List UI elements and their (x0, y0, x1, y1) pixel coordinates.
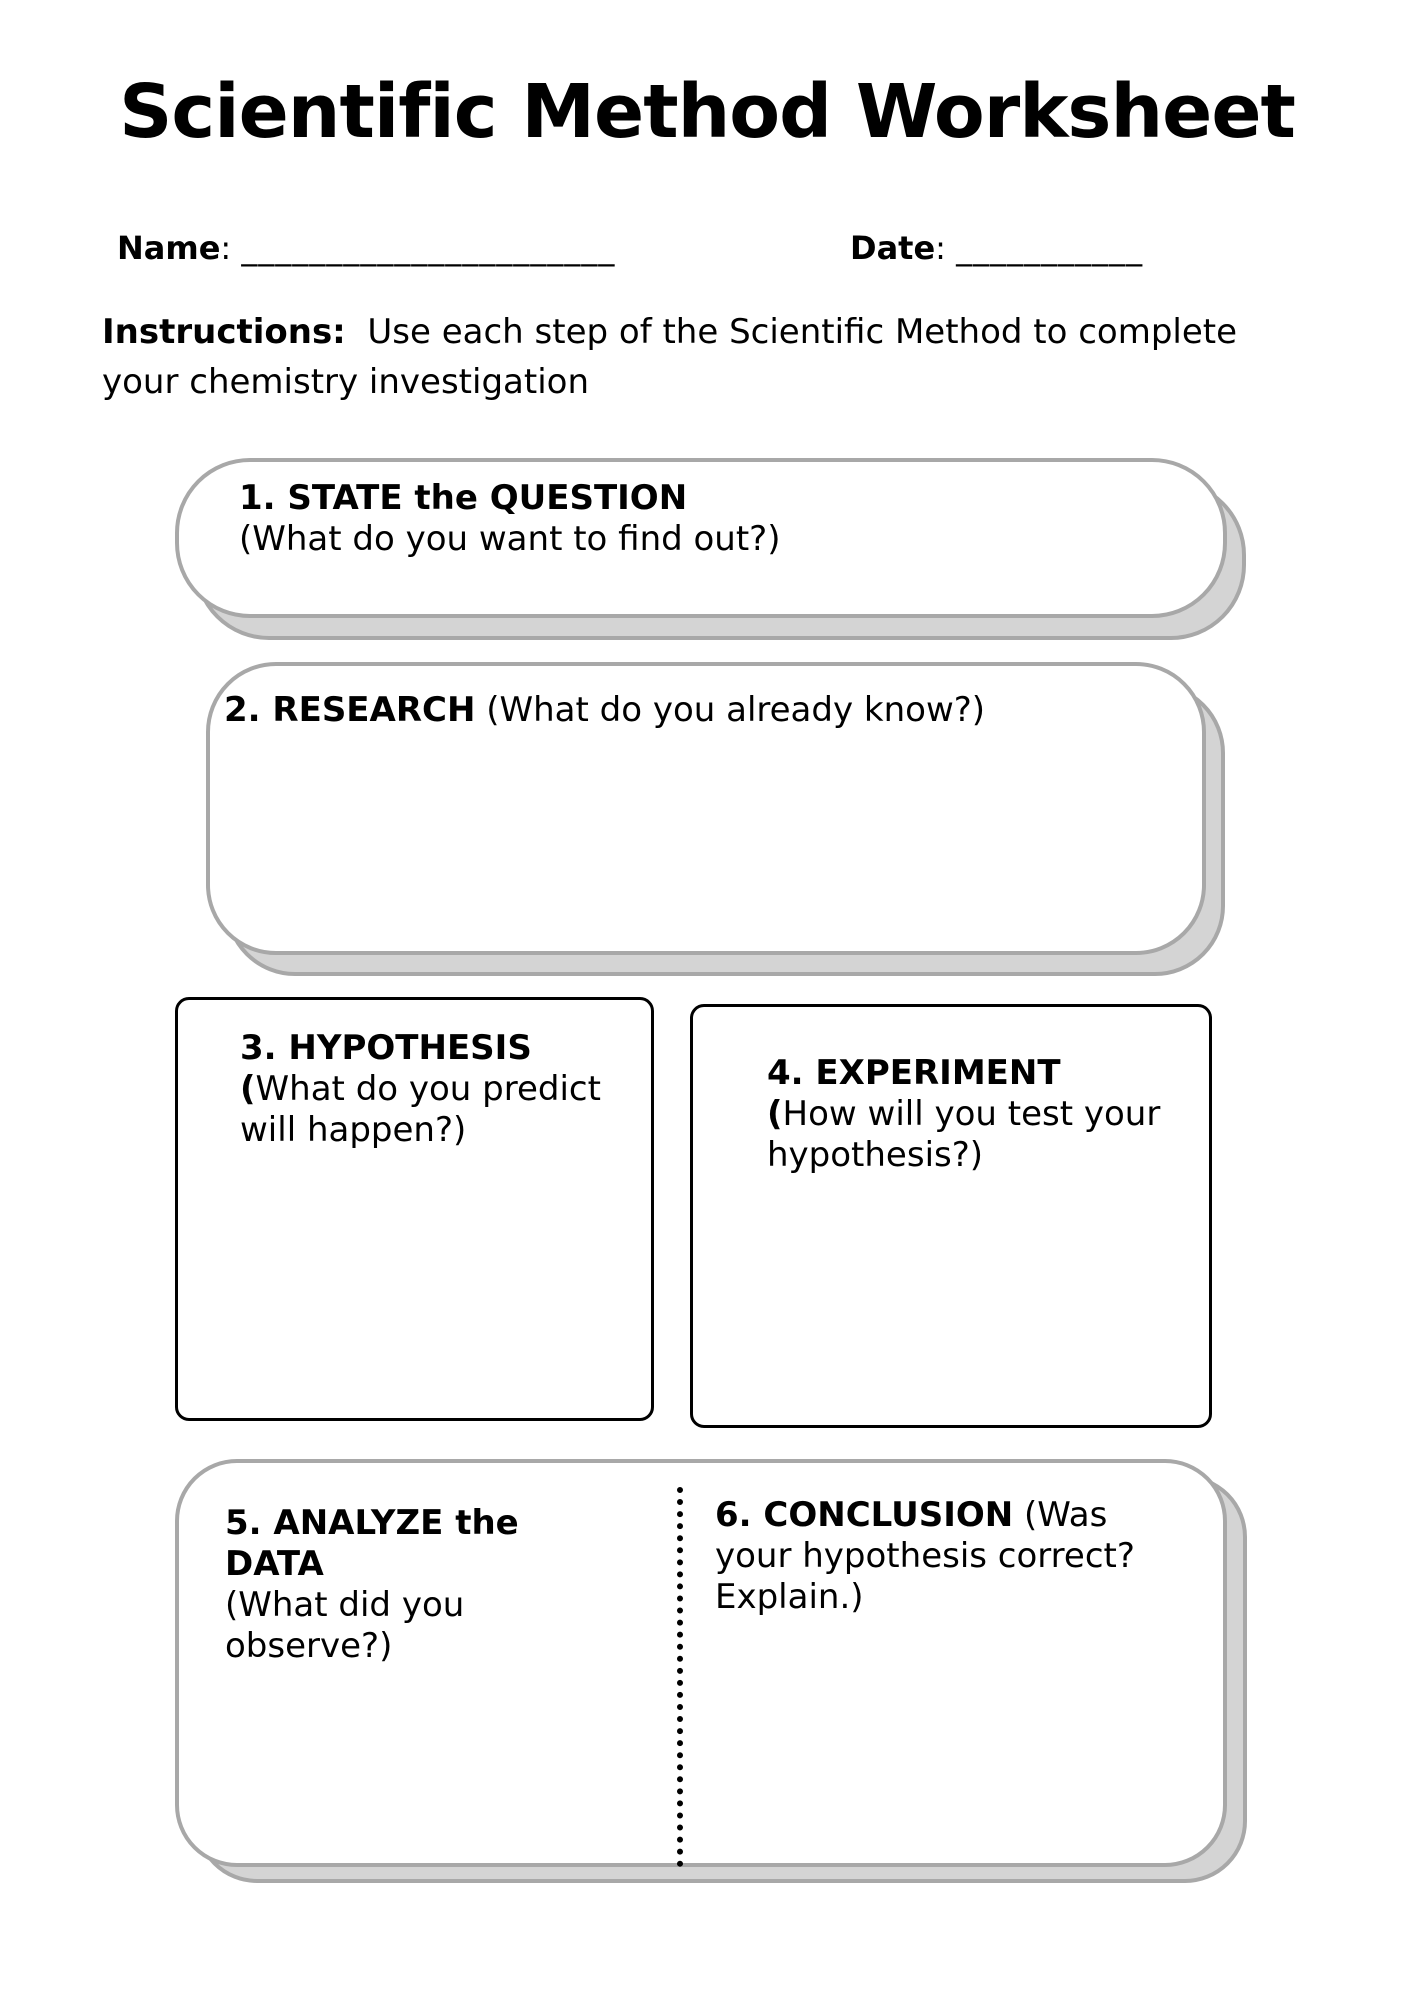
instructions-label: Instructions: (102, 312, 346, 352)
step-5-heading: 5. ANALYZE the DATA (225, 1503, 519, 1584)
step-3-heading: 3. HYPOTHESIS (240, 1028, 532, 1068)
date-colon: : (935, 229, 946, 267)
name-colon: : (220, 229, 232, 267)
hypothesis-box[interactable] (175, 997, 654, 1421)
step-4-prompt: How will you test your hypothesis?) (767, 1094, 1161, 1175)
conclusion-text (715, 1495, 1145, 1618)
dotted-divider (677, 1487, 683, 1867)
name-field[interactable] (117, 228, 615, 268)
instructions (102, 307, 1302, 407)
hypothesis-box-text (240, 1028, 620, 1151)
step-4-paren: ( (767, 1094, 783, 1134)
step-2-prompt: (What do you already know?) (486, 690, 986, 730)
instructions-text: Use each step of the Scientific Method to complete your chemistry investigation (102, 312, 1238, 402)
step-4-heading: 4. EXPERIMENT (767, 1053, 1061, 1093)
analyze-conclusion-box[interactable] (175, 1459, 1227, 1867)
date-label: Date (850, 229, 936, 267)
analyze-data-text (225, 1503, 625, 1667)
step-5-prompt: (What did you observe?) (225, 1585, 465, 1666)
question-box[interactable] (175, 458, 1227, 618)
step-1-prompt: (What do you want to find out?) (239, 519, 781, 559)
question-box-text (239, 478, 781, 560)
name-blank-line[interactable]: ______________________ (241, 229, 616, 267)
experiment-box-text (767, 1053, 1187, 1176)
research-box[interactable] (206, 662, 1206, 955)
step-1-heading: 1. STATE the QUESTION (239, 478, 688, 518)
experiment-box[interactable] (690, 1004, 1212, 1428)
step-3-prompt: What do you predict will happen?) (240, 1069, 601, 1150)
date-blank-line[interactable]: ___________ (956, 229, 1144, 267)
research-box-text (224, 690, 985, 731)
step-2-heading: 2. RESEARCH (224, 690, 476, 730)
step-6-heading: 6. CONCLUSION (715, 1495, 1014, 1535)
name-label: Name (117, 229, 221, 267)
date-field[interactable] (850, 228, 1143, 268)
step-3-paren: ( (240, 1069, 256, 1109)
worksheet-title: Scientific Method Worksheet (119, 69, 1295, 155)
step-6-prompt: (Was your hypothesis correct? Explain.) (715, 1495, 1135, 1617)
